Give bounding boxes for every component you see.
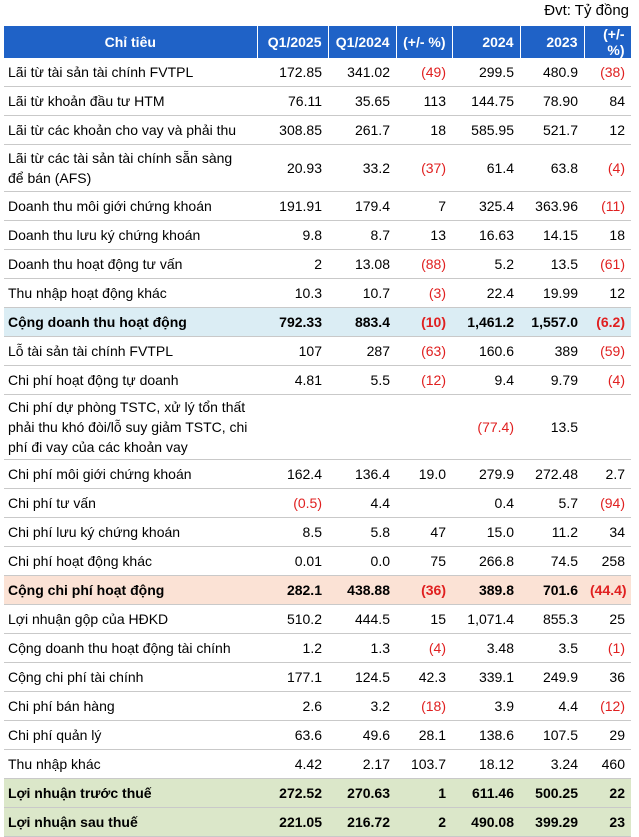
row-label: Cộng doanh thu hoạt động	[4, 308, 257, 337]
quarter-change: 2	[396, 808, 452, 837]
table-row	[4, 808, 631, 837]
table-row	[4, 395, 631, 460]
q1-2024-value: 1.3	[328, 634, 396, 663]
row-label: Thu nhập hoạt động khác	[4, 279, 257, 308]
value-2024: 5.2	[452, 250, 520, 279]
row-label: Lợi nhuận gộp của HĐKD	[4, 605, 257, 634]
row-label: Lãi từ các khoản cho vay và phải thu	[4, 116, 257, 145]
year-change: 25	[584, 605, 631, 634]
row-label: Lãi từ các tài sản tài chính sẵn sàng để bán (AFS)	[4, 145, 257, 192]
value-2024: 16.63	[452, 221, 520, 250]
value-2023: 19.99	[520, 279, 584, 308]
q1-2024-value: 8.7	[328, 221, 396, 250]
year-change: (11)	[584, 192, 631, 221]
year-change: 2.7	[584, 460, 631, 489]
quarter-change: 42.3	[396, 663, 452, 692]
value-2024: 611.46	[452, 779, 520, 808]
q1-2024-value: 438.88	[328, 576, 396, 605]
value-2024: 9.4	[452, 366, 520, 395]
header-quarter-change: (+/- %)	[396, 26, 452, 58]
year-change: (12)	[584, 692, 631, 721]
q1-2024-value: 10.7	[328, 279, 396, 308]
value-2023: 63.8	[520, 145, 584, 192]
value-2024: 138.6	[452, 721, 520, 750]
value-2024: 3.9	[452, 692, 520, 721]
q1-2024-value: 179.4	[328, 192, 396, 221]
year-change	[584, 395, 631, 460]
table-header-row	[4, 26, 631, 58]
quarter-change: 19.0	[396, 460, 452, 489]
header-2024: 2024	[452, 26, 520, 58]
q1-2024-value: 270.63	[328, 779, 396, 808]
table-row	[4, 58, 631, 87]
q1-2024-value: 0.0	[328, 547, 396, 576]
q1-2024-value: 124.5	[328, 663, 396, 692]
year-change: (61)	[584, 250, 631, 279]
quarter-change: (10)	[396, 308, 452, 337]
quarter-change: (36)	[396, 576, 452, 605]
year-change: (38)	[584, 58, 631, 87]
row-label: Lỗ tài sản tài chính FVTPL	[4, 337, 257, 366]
row-label: Thu nhập khác	[4, 750, 257, 779]
q1-2025-value: 9.8	[257, 221, 328, 250]
quarter-change: (18)	[396, 692, 452, 721]
q1-2024-value: 4.4	[328, 489, 396, 518]
value-2023: 389	[520, 337, 584, 366]
q1-2024-value: 13.08	[328, 250, 396, 279]
quarter-change: (49)	[396, 58, 452, 87]
row-label: Cộng chi phí tài chính	[4, 663, 257, 692]
table-row	[4, 779, 631, 808]
value-2024: 490.08	[452, 808, 520, 837]
q1-2025-value: 0.01	[257, 547, 328, 576]
table-row	[4, 721, 631, 750]
table-row	[4, 750, 631, 779]
year-change: 34	[584, 518, 631, 547]
table-row	[4, 279, 631, 308]
q1-2024-value: 261.7	[328, 116, 396, 145]
value-2024: 3.48	[452, 634, 520, 663]
q1-2024-value: 5.8	[328, 518, 396, 547]
table-row	[4, 337, 631, 366]
value-2023: 480.9	[520, 58, 584, 87]
table-row	[4, 547, 631, 576]
value-2023: 701.6	[520, 576, 584, 605]
value-2024: 22.4	[452, 279, 520, 308]
header-year-change: (+/- %)	[584, 26, 631, 58]
year-change: 23	[584, 808, 631, 837]
q1-2024-value: 49.6	[328, 721, 396, 750]
table-row	[4, 460, 631, 489]
q1-2025-value: 308.85	[257, 116, 328, 145]
quarter-change: (88)	[396, 250, 452, 279]
value-2023: 4.4	[520, 692, 584, 721]
year-change: (4)	[584, 366, 631, 395]
value-2024: 144.75	[452, 87, 520, 116]
q1-2025-value	[257, 395, 328, 460]
value-2024: 389.8	[452, 576, 520, 605]
table-row	[4, 663, 631, 692]
year-change: 29	[584, 721, 631, 750]
year-change: (1)	[584, 634, 631, 663]
table-row	[4, 308, 631, 337]
quarter-change: (12)	[396, 366, 452, 395]
value-2023: 74.5	[520, 547, 584, 576]
row-label: Chi phí tư vấn	[4, 489, 257, 518]
quarter-change: (63)	[396, 337, 452, 366]
quarter-change: 7	[396, 192, 452, 221]
row-label: Chi phí dự phòng TSTC, xử lý tổn thất phải thu khó đòi/lỗ suy giảm TSTC, chi phí đi vay của các khoản vay	[4, 395, 257, 460]
quarter-change: 47	[396, 518, 452, 547]
q1-2024-value: 3.2	[328, 692, 396, 721]
value-2024: 61.4	[452, 145, 520, 192]
q1-2025-value: 63.6	[257, 721, 328, 750]
value-2023: 78.90	[520, 87, 584, 116]
table-row	[4, 250, 631, 279]
year-change: 12	[584, 116, 631, 145]
q1-2025-value: (0.5)	[257, 489, 328, 518]
quarter-change: 75	[396, 547, 452, 576]
value-2023: 855.3	[520, 605, 584, 634]
row-label: Chi phí môi giới chứng khoán	[4, 460, 257, 489]
header-2023: 2023	[520, 26, 584, 58]
value-2023: 13.5	[520, 250, 584, 279]
q1-2025-value: 1.2	[257, 634, 328, 663]
year-change: 22	[584, 779, 631, 808]
quarter-change: 113	[396, 87, 452, 116]
header-q1-2025: Q1/2025	[257, 26, 328, 58]
value-2024: 15.0	[452, 518, 520, 547]
value-2023: 11.2	[520, 518, 584, 547]
table-row	[4, 87, 631, 116]
q1-2025-value: 792.33	[257, 308, 328, 337]
value-2023: 3.5	[520, 634, 584, 663]
quarter-change	[396, 395, 452, 460]
q1-2025-value: 510.2	[257, 605, 328, 634]
year-change: (4)	[584, 145, 631, 192]
value-2023: 107.5	[520, 721, 584, 750]
row-label: Doanh thu hoạt động tư vấn	[4, 250, 257, 279]
q1-2025-value: 162.4	[257, 460, 328, 489]
q1-2024-value: 33.2	[328, 145, 396, 192]
row-label: Lãi từ khoản đầu tư HTM	[4, 87, 257, 116]
year-change: 84	[584, 87, 631, 116]
q1-2024-value: 35.65	[328, 87, 396, 116]
unit-label: Đvt: Tỷ đồng	[544, 2, 629, 19]
value-2023: 272.48	[520, 460, 584, 489]
q1-2025-value: 172.85	[257, 58, 328, 87]
q1-2024-value: 883.4	[328, 308, 396, 337]
value-2023: 14.15	[520, 221, 584, 250]
q1-2025-value: 107	[257, 337, 328, 366]
table-row	[4, 221, 631, 250]
quarter-change: (37)	[396, 145, 452, 192]
quarter-change: (4)	[396, 634, 452, 663]
value-2023: 5.7	[520, 489, 584, 518]
year-change: 18	[584, 221, 631, 250]
value-2023: 1,557.0	[520, 308, 584, 337]
row-label: Cộng chi phí hoạt động	[4, 576, 257, 605]
q1-2024-value: 341.02	[328, 58, 396, 87]
value-2023: 9.79	[520, 366, 584, 395]
table-row	[4, 634, 631, 663]
value-2024: (77.4)	[452, 395, 520, 460]
row-label: Doanh thu môi giới chứng khoán	[4, 192, 257, 221]
row-label: Chi phí lưu ký chứng khoán	[4, 518, 257, 547]
row-label: Lãi từ tài sản tài chính FVTPL	[4, 58, 257, 87]
quarter-change: 1	[396, 779, 452, 808]
row-label: Chi phí hoạt động tự doanh	[4, 366, 257, 395]
table-row	[4, 518, 631, 547]
row-label: Lợi nhuận trước thuế	[4, 779, 257, 808]
row-label: Cộng doanh thu hoạt động tài chính	[4, 634, 257, 663]
q1-2025-value: 4.81	[257, 366, 328, 395]
value-2024: 0.4	[452, 489, 520, 518]
value-2023: 500.25	[520, 779, 584, 808]
q1-2024-value: 2.17	[328, 750, 396, 779]
q1-2024-value: 5.5	[328, 366, 396, 395]
value-2023: 13.5	[520, 395, 584, 460]
q1-2024-value: 216.72	[328, 808, 396, 837]
header-indicator: Chỉ tiêu	[4, 26, 257, 58]
row-label: Doanh thu lưu ký chứng khoán	[4, 221, 257, 250]
row-label: Chi phí quản lý	[4, 721, 257, 750]
quarter-change: (3)	[396, 279, 452, 308]
q1-2025-value: 2	[257, 250, 328, 279]
table-row	[4, 145, 631, 192]
row-label: Chi phí bán hàng	[4, 692, 257, 721]
row-label: Lợi nhuận sau thuế	[4, 808, 257, 837]
q1-2024-value: 287	[328, 337, 396, 366]
row-label: Chi phí hoạt động khác	[4, 547, 257, 576]
quarter-change: 18	[396, 116, 452, 145]
q1-2025-value: 20.93	[257, 145, 328, 192]
value-2024: 266.8	[452, 547, 520, 576]
year-change: (94)	[584, 489, 631, 518]
quarter-change	[396, 489, 452, 518]
table-row	[4, 489, 631, 518]
q1-2025-value: 221.05	[257, 808, 328, 837]
table-row	[4, 605, 631, 634]
q1-2025-value: 177.1	[257, 663, 328, 692]
value-2024: 160.6	[452, 337, 520, 366]
value-2023: 363.96	[520, 192, 584, 221]
year-change: (44.4)	[584, 576, 631, 605]
value-2024: 1,461.2	[452, 308, 520, 337]
header-q1-2024: Q1/2024	[328, 26, 396, 58]
quarter-change: 103.7	[396, 750, 452, 779]
q1-2024-value: 136.4	[328, 460, 396, 489]
table-row	[4, 116, 631, 145]
value-2024: 18.12	[452, 750, 520, 779]
value-2024: 279.9	[452, 460, 520, 489]
value-2024: 585.95	[452, 116, 520, 145]
q1-2025-value: 8.5	[257, 518, 328, 547]
value-2023: 249.9	[520, 663, 584, 692]
table-row	[4, 366, 631, 395]
value-2024: 299.5	[452, 58, 520, 87]
q1-2024-value	[328, 395, 396, 460]
table-row	[4, 692, 631, 721]
q1-2025-value: 282.1	[257, 576, 328, 605]
q1-2025-value: 191.91	[257, 192, 328, 221]
quarter-change: 15	[396, 605, 452, 634]
year-change: 258	[584, 547, 631, 576]
value-2024: 339.1	[452, 663, 520, 692]
table-row	[4, 192, 631, 221]
table-row	[4, 576, 631, 605]
year-change: 36	[584, 663, 631, 692]
q1-2025-value: 10.3	[257, 279, 328, 308]
year-change: 12	[584, 279, 631, 308]
year-change: (6.2)	[584, 308, 631, 337]
q1-2025-value: 76.11	[257, 87, 328, 116]
q1-2025-value: 2.6	[257, 692, 328, 721]
q1-2025-value: 272.52	[257, 779, 328, 808]
value-2023: 399.29	[520, 808, 584, 837]
financial-table	[4, 26, 632, 837]
year-change: (59)	[584, 337, 631, 366]
value-2024: 1,071.4	[452, 605, 520, 634]
q1-2025-value: 4.42	[257, 750, 328, 779]
quarter-change: 28.1	[396, 721, 452, 750]
year-change: 460	[584, 750, 631, 779]
q1-2024-value: 444.5	[328, 605, 396, 634]
value-2024: 325.4	[452, 192, 520, 221]
quarter-change: 13	[396, 221, 452, 250]
value-2023: 521.7	[520, 116, 584, 145]
value-2023: 3.24	[520, 750, 584, 779]
